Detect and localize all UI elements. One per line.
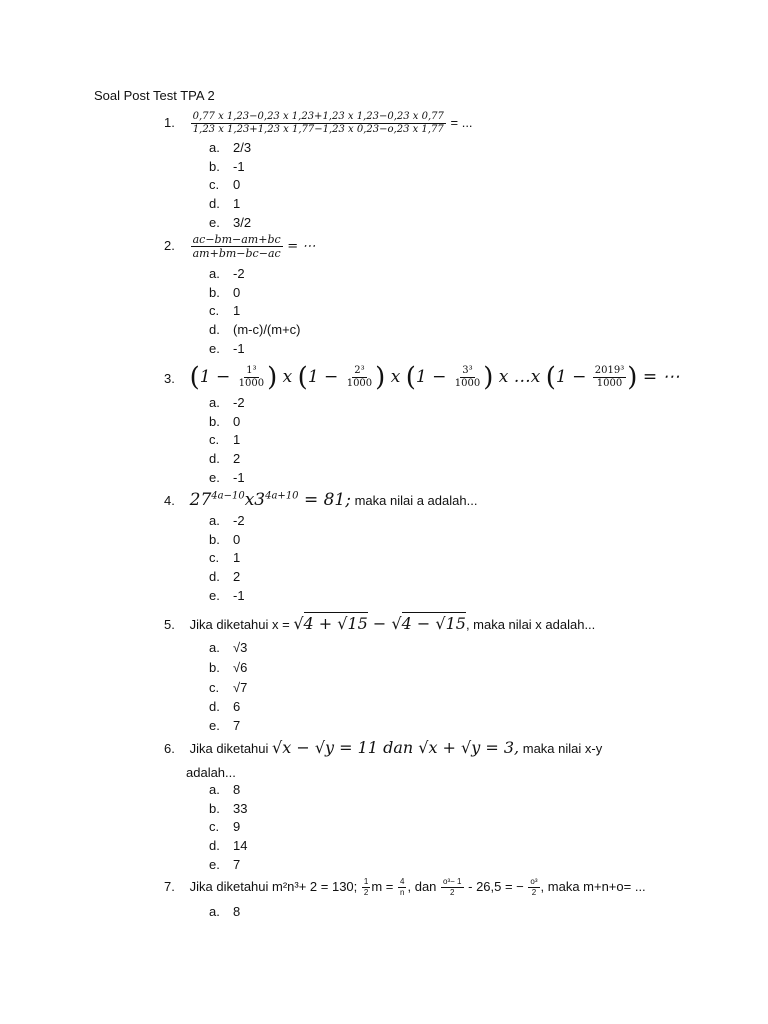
question-number: 1. — [164, 114, 175, 130]
option: a. 8 — [209, 782, 241, 797]
option: c. 1 — [209, 432, 241, 448]
option: a. -2 — [209, 395, 245, 410]
option: c. √7 — [209, 680, 248, 695]
option: a. 2/3 — [209, 140, 252, 155]
fraction-half: $\frac{1}{2}$ — [363, 877, 369, 897]
question-6 — [164, 738, 602, 757]
option: e. -1 — [209, 340, 245, 356]
question-4 — [164, 490, 477, 510]
radical-expression: √4 + √15 − √4 − √15 — [293, 614, 466, 633]
option: e. -1 — [209, 587, 245, 603]
question-number: 3. — [164, 370, 175, 386]
option: e. -1 — [209, 469, 245, 485]
question-3 — [164, 362, 679, 392]
question-text: maka nilai a adalah... — [350, 493, 478, 508]
option: d. 2 — [209, 569, 241, 585]
option: b. 33 — [209, 800, 248, 816]
options-q5 — [209, 638, 247, 735]
question-number: 4. — [164, 493, 175, 508]
options-q2 — [209, 265, 301, 358]
exponent-equation: $27^{4a-10}x3^{4a+10} = 81$; — [189, 490, 351, 510]
question-5 — [164, 614, 595, 633]
option: e. 7 — [209, 717, 241, 733]
option: c. 0 — [209, 177, 241, 193]
option: d. 2 — [209, 451, 241, 467]
option: a. -2 — [209, 266, 245, 281]
question-text-pre: Jika diketahui — [189, 741, 273, 756]
question-text-pre: Jika diketahui m²n³+ 2 = 130; — [189, 878, 358, 894]
document-title: Soal Post Test TPA 2 — [94, 88, 215, 103]
option: b. 0 — [209, 531, 241, 547]
option: b. 0 — [209, 413, 241, 429]
option: b. -1 — [209, 158, 245, 174]
option: e. 7 — [209, 856, 241, 872]
option: c. 9 — [209, 819, 241, 835]
question-6-continuation: adalah... — [186, 765, 236, 780]
option: e. 3/2 — [209, 214, 252, 230]
option: d. (m-c)/(m+c) — [209, 322, 301, 338]
option: b. √6 — [209, 660, 248, 675]
options-q1 — [209, 139, 251, 232]
question-1 — [164, 112, 473, 135]
question-text-post: maka nilai x-y — [519, 741, 603, 756]
question-tail: = ... — [450, 114, 473, 130]
fraction-o3: $\frac{\text{o³}}{2}$ — [530, 877, 538, 897]
question-text-pre: Jika diketahui x = — [189, 617, 294, 632]
options-q6 — [209, 781, 247, 874]
question-text-post: , maka nilai x adalah... — [465, 617, 596, 632]
question-tail: = ⋯ — [287, 238, 316, 254]
option: a. 8 — [209, 904, 241, 919]
option: d. 14 — [209, 838, 248, 854]
question-7: 7. Jika diketahui m²n³+ 2 = 130; $\frac{1}{2}$ m = $\frac{4}{n}$ , dan $\frac{\text{o³− 1}}{2}$ - 26,5 = − $\frac{\text{o³}}{2}$ , maka m+n+o= ... — [164, 877, 646, 897]
radical-equation: √x − √y = 11 dan √x + √y = 3, — [272, 738, 520, 757]
question-number: 5. — [164, 617, 175, 632]
options-q3 — [209, 394, 245, 487]
option: d. 6 — [209, 699, 241, 714]
question-fraction: $\frac{\text{0,77 𝑥 1,23−0,23 𝑥 1,23+1,23 𝑥 1,23−0,23 𝑥 0,77}}{\text{1,23 𝑥 1,23+1,23 𝑥 1,77−1,23 𝑥 0,23−𝑜,23 𝑥 1,77}}$ — [192, 111, 444, 135]
question-2 — [164, 234, 315, 259]
question-number: 6. — [164, 741, 175, 756]
option: a. -2 — [209, 513, 245, 528]
option: d. 1 — [209, 196, 241, 212]
product-expression: (1 − $\frac{\text{1³}}{1000}$ ) x (1 − $\frac{\text{2³}}{1000}$ ) x (1 − $\frac{\text{3³}}{1000}$ ) x …x (1 − $\frac{\text{2019³}}{1000}$ ) = ⋯ — [189, 362, 680, 392]
option: b. 0 — [209, 284, 241, 300]
options-q7 — [209, 903, 240, 922]
fraction-o3-minus-1: $\frac{\text{o³− 1}}{2}$ — [443, 877, 462, 897]
question-number: 7. — [164, 878, 175, 894]
option: c. 1 — [209, 550, 241, 566]
question-number: 2. — [164, 237, 175, 253]
options-q4 — [209, 512, 245, 605]
option: a. √3 — [209, 640, 248, 655]
fraction-4-n: $\frac{4}{n}$ — [400, 877, 405, 897]
question-fraction: $\frac{ac-bm-am+bc}{am+bm-bc-ac}$ — [192, 233, 281, 260]
option: c. 1 — [209, 303, 241, 319]
